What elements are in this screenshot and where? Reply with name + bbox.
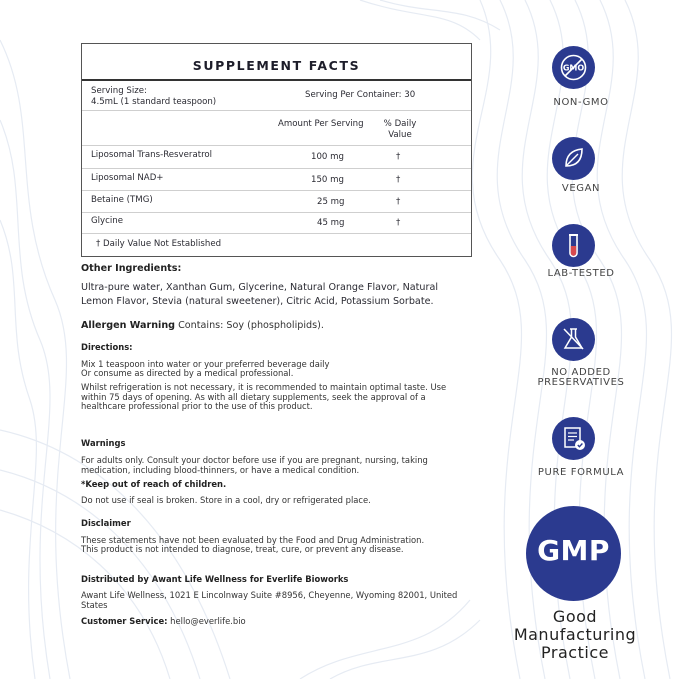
non-gmo-icon-text: GMO <box>562 63 585 73</box>
no-preservatives-label-line2: PRESERVATIVES <box>537 377 625 388</box>
warnings-text: For adults only. Consult your doctor before use if you are pregnant, nursing, taking medication, including blood-thinners, or have a medical condition. <box>81 455 428 475</box>
gmp-badge-text: GMP <box>537 534 610 567</box>
daily-value-footnote: † Daily Value Not Established <box>96 239 222 249</box>
ingredient-dv: † <box>396 197 401 207</box>
ingredient-amount: 150 mg <box>311 175 344 185</box>
divider <box>82 233 471 234</box>
other-ingredients-text: Ultra-pure water, Xanthan Gum, Glycerine, Natural Orange Flavor, Natural Lemon Flavor, Stevia (natural sweetener), Citric Acid, Potassium Sorbate. <box>81 282 438 307</box>
ingredient-name: Liposomal Trans-Resveratrol <box>91 150 213 160</box>
distributor-address: Awant Life Wellness, 1021 E Lincolnway Suite #8956, Cheyenne, Wyoming 82001, United States <box>81 590 458 610</box>
title-divider <box>82 79 471 81</box>
directions-heading: Directions: <box>81 342 133 352</box>
pure-formula-badge <box>552 417 595 460</box>
divider <box>82 145 471 146</box>
divider <box>82 110 471 111</box>
supplement-facts-panel <box>81 43 472 257</box>
column-header-dv-line1: % Daily <box>383 119 417 129</box>
leaf-icon <box>552 137 595 180</box>
keep-out-of-reach: *Keep out of reach of children. <box>81 479 227 489</box>
servings-per-container: Serving Per Container: 30 <box>305 90 416 100</box>
directions-line-1: Mix 1 teaspoon into water or your preferred beverage daily <box>81 359 330 369</box>
supplement-facts-title: SUPPLEMENT FACTS <box>192 58 361 73</box>
allergen-warning-label: Allergen Warning <box>81 320 176 331</box>
column-header-dv-line2: Value <box>388 130 412 140</box>
ingredient-amount: 100 mg <box>311 152 344 162</box>
column-header-amount: Amount Per Serving <box>278 119 364 129</box>
ingredient-amount: 25 mg <box>317 197 345 207</box>
gmp-caption-line2: Manufacturing <box>513 625 637 644</box>
vegan-badge <box>552 137 595 180</box>
lab-tested-label: LAB-TESTED <box>547 268 615 279</box>
customer-service-email[interactable]: hello@everlife.bio <box>170 616 246 626</box>
customer-service-label: Customer Service: <box>81 616 168 626</box>
disclaimer-line-2: This product is not intended to diagnose, treat, cure, or prevent any disease. <box>81 544 404 554</box>
disclaimer-heading: Disclaimer <box>81 518 131 528</box>
disclaimer-line-1: These statements have not been evaluated by the Food and Drug Administration. <box>81 535 425 545</box>
serving-size-value: 4.5mL (1 standard teaspoon) <box>91 97 217 107</box>
divider <box>82 190 471 191</box>
divider <box>82 168 471 169</box>
ingredient-name: Liposomal NAD+ <box>91 173 164 183</box>
seal-storage-note: Do not use if seal is broken. Store in a cool, dry or refrigerated place. <box>81 495 371 505</box>
non-gmo-icon <box>552 46 595 89</box>
ingredient-dv: † <box>396 152 401 162</box>
pure-formula-label: PURE FORMULA <box>537 467 625 478</box>
gmp-caption <box>495 608 655 662</box>
ingredient-name: Betaine (TMG) <box>91 195 153 205</box>
lab-tested-badge <box>552 224 595 267</box>
flask-crossed-icon <box>552 318 595 361</box>
directions-note: Whilst refrigeration is not necessary, it is recommended to maintain optimal taste. Use within 75 days of opening. As with all dietary supplements, seek the approval of a healthcare professional prior to the use of this product. <box>81 382 447 412</box>
no-preservatives-label-line1: NO ADDED <box>551 367 611 378</box>
document-check-icon <box>552 417 595 460</box>
allergen-warning <box>81 320 324 332</box>
divider <box>82 212 471 213</box>
ingredient-dv: † <box>396 175 401 185</box>
serving-size-label: Serving Size: <box>91 86 147 96</box>
directions-line-2: Or consume as directed by a medical professional. <box>81 368 294 378</box>
non-gmo-label: NON-GMO <box>553 97 609 108</box>
gmp-caption-line1: Good <box>552 607 598 626</box>
warnings-heading: Warnings <box>81 438 126 448</box>
non-gmo-badge <box>552 46 595 89</box>
ingredient-amount: 45 mg <box>317 218 345 228</box>
ingredient-dv: † <box>396 218 401 228</box>
distributor-heading: Distributed by Awant Life Wellness for Everlife Bioworks <box>81 574 349 584</box>
test-tube-icon <box>552 224 595 267</box>
ingredient-name: Glycine <box>91 216 123 226</box>
customer-service <box>81 617 246 627</box>
vegan-label: VEGAN <box>561 183 601 194</box>
gmp-caption-line3: Practice <box>541 643 609 662</box>
gmp-badge <box>526 506 621 601</box>
no-preservatives-badge <box>552 318 595 361</box>
allergen-warning-text: Contains: Soy (phospholipids). <box>178 320 324 331</box>
other-ingredients-heading: Other Ingredients: <box>81 263 182 274</box>
